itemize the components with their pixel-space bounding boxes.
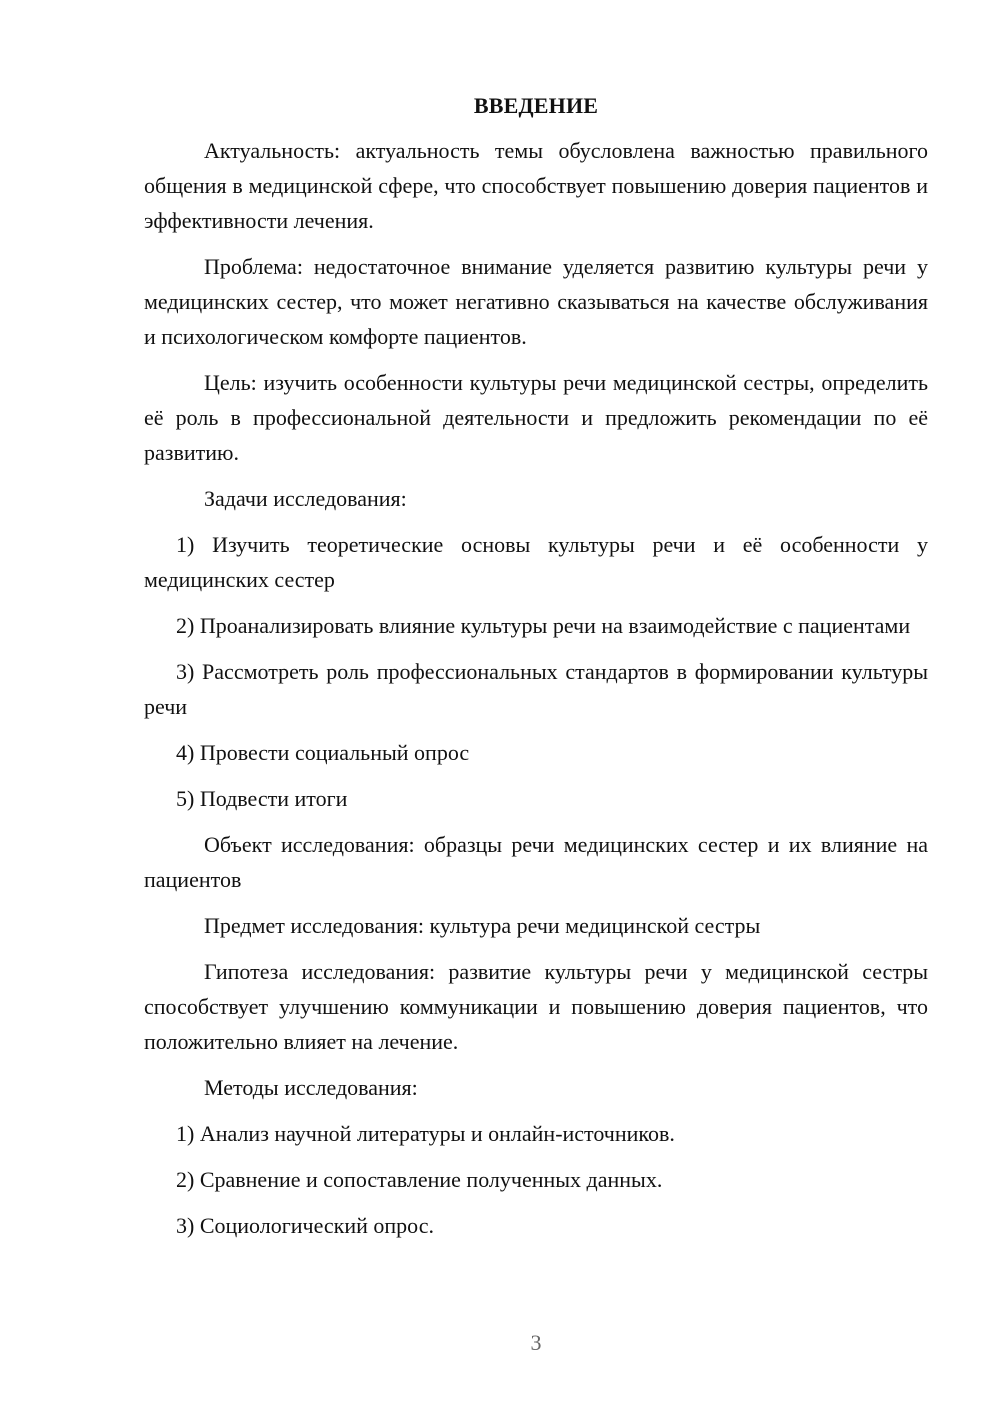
task-item: 5) Подвести итоги bbox=[176, 786, 348, 811]
method-item: 3) Социологический опрос. bbox=[176, 1213, 434, 1238]
page-number: 3 bbox=[530, 1330, 542, 1355]
goal-paragraph: Цель: изучить особенности культуры речи медицинской сестры, определить её роль в профессиональной деятельности и предложить рекомендации по её развитию. bbox=[144, 370, 928, 465]
methods-heading: Методы исследования: bbox=[204, 1075, 418, 1100]
task-item: 1) Изучить теоретические основы культуры речи и её особенности у медицинских сестер bbox=[144, 532, 928, 592]
task-item: 4) Провести социальный опрос bbox=[176, 740, 470, 765]
task-item: 3) Рассмотреть роль профессиональных стандартов в формировании культуры речи bbox=[144, 659, 928, 719]
object-paragraph: Объект исследования: образцы речи медицинских сестер и их влияние на пациентов bbox=[144, 832, 928, 892]
method-item: 1) Анализ научной литературы и онлайн-источников. bbox=[176, 1121, 675, 1146]
section-title: ВВЕДЕНИЕ bbox=[473, 93, 599, 118]
task-item: 2) Проанализировать влияние культуры речи на взаимодействие с пациентами bbox=[176, 613, 911, 638]
page-content bbox=[144, 88, 928, 1254]
subject-paragraph: Предмет исследования: культура речи медицинской сестры bbox=[204, 913, 761, 938]
tasks-heading: Задачи исследования: bbox=[204, 486, 407, 511]
relevance-paragraph: Актуальность: актуальность темы обусловлена важностью правильного общения в медицинской сфере, что способствует повышению доверия пациентов и эффективности лечения. bbox=[144, 138, 928, 233]
method-item: 2) Сравнение и сопоставление полученных данных. bbox=[176, 1167, 663, 1192]
hypothesis-paragraph: Гипотеза исследования: развитие культуры речи у медицинской сестры способствует улучшению коммуникации и повышению доверия пациентов, что положительно влияет на лечение. bbox=[144, 959, 928, 1054]
problem-paragraph: Проблема: недостаточное внимание уделяется развитию культуры речи у медицинских сестер, что может негативно сказываться на качестве обслуживания и психологическом комфорте пациентов. bbox=[144, 254, 928, 349]
